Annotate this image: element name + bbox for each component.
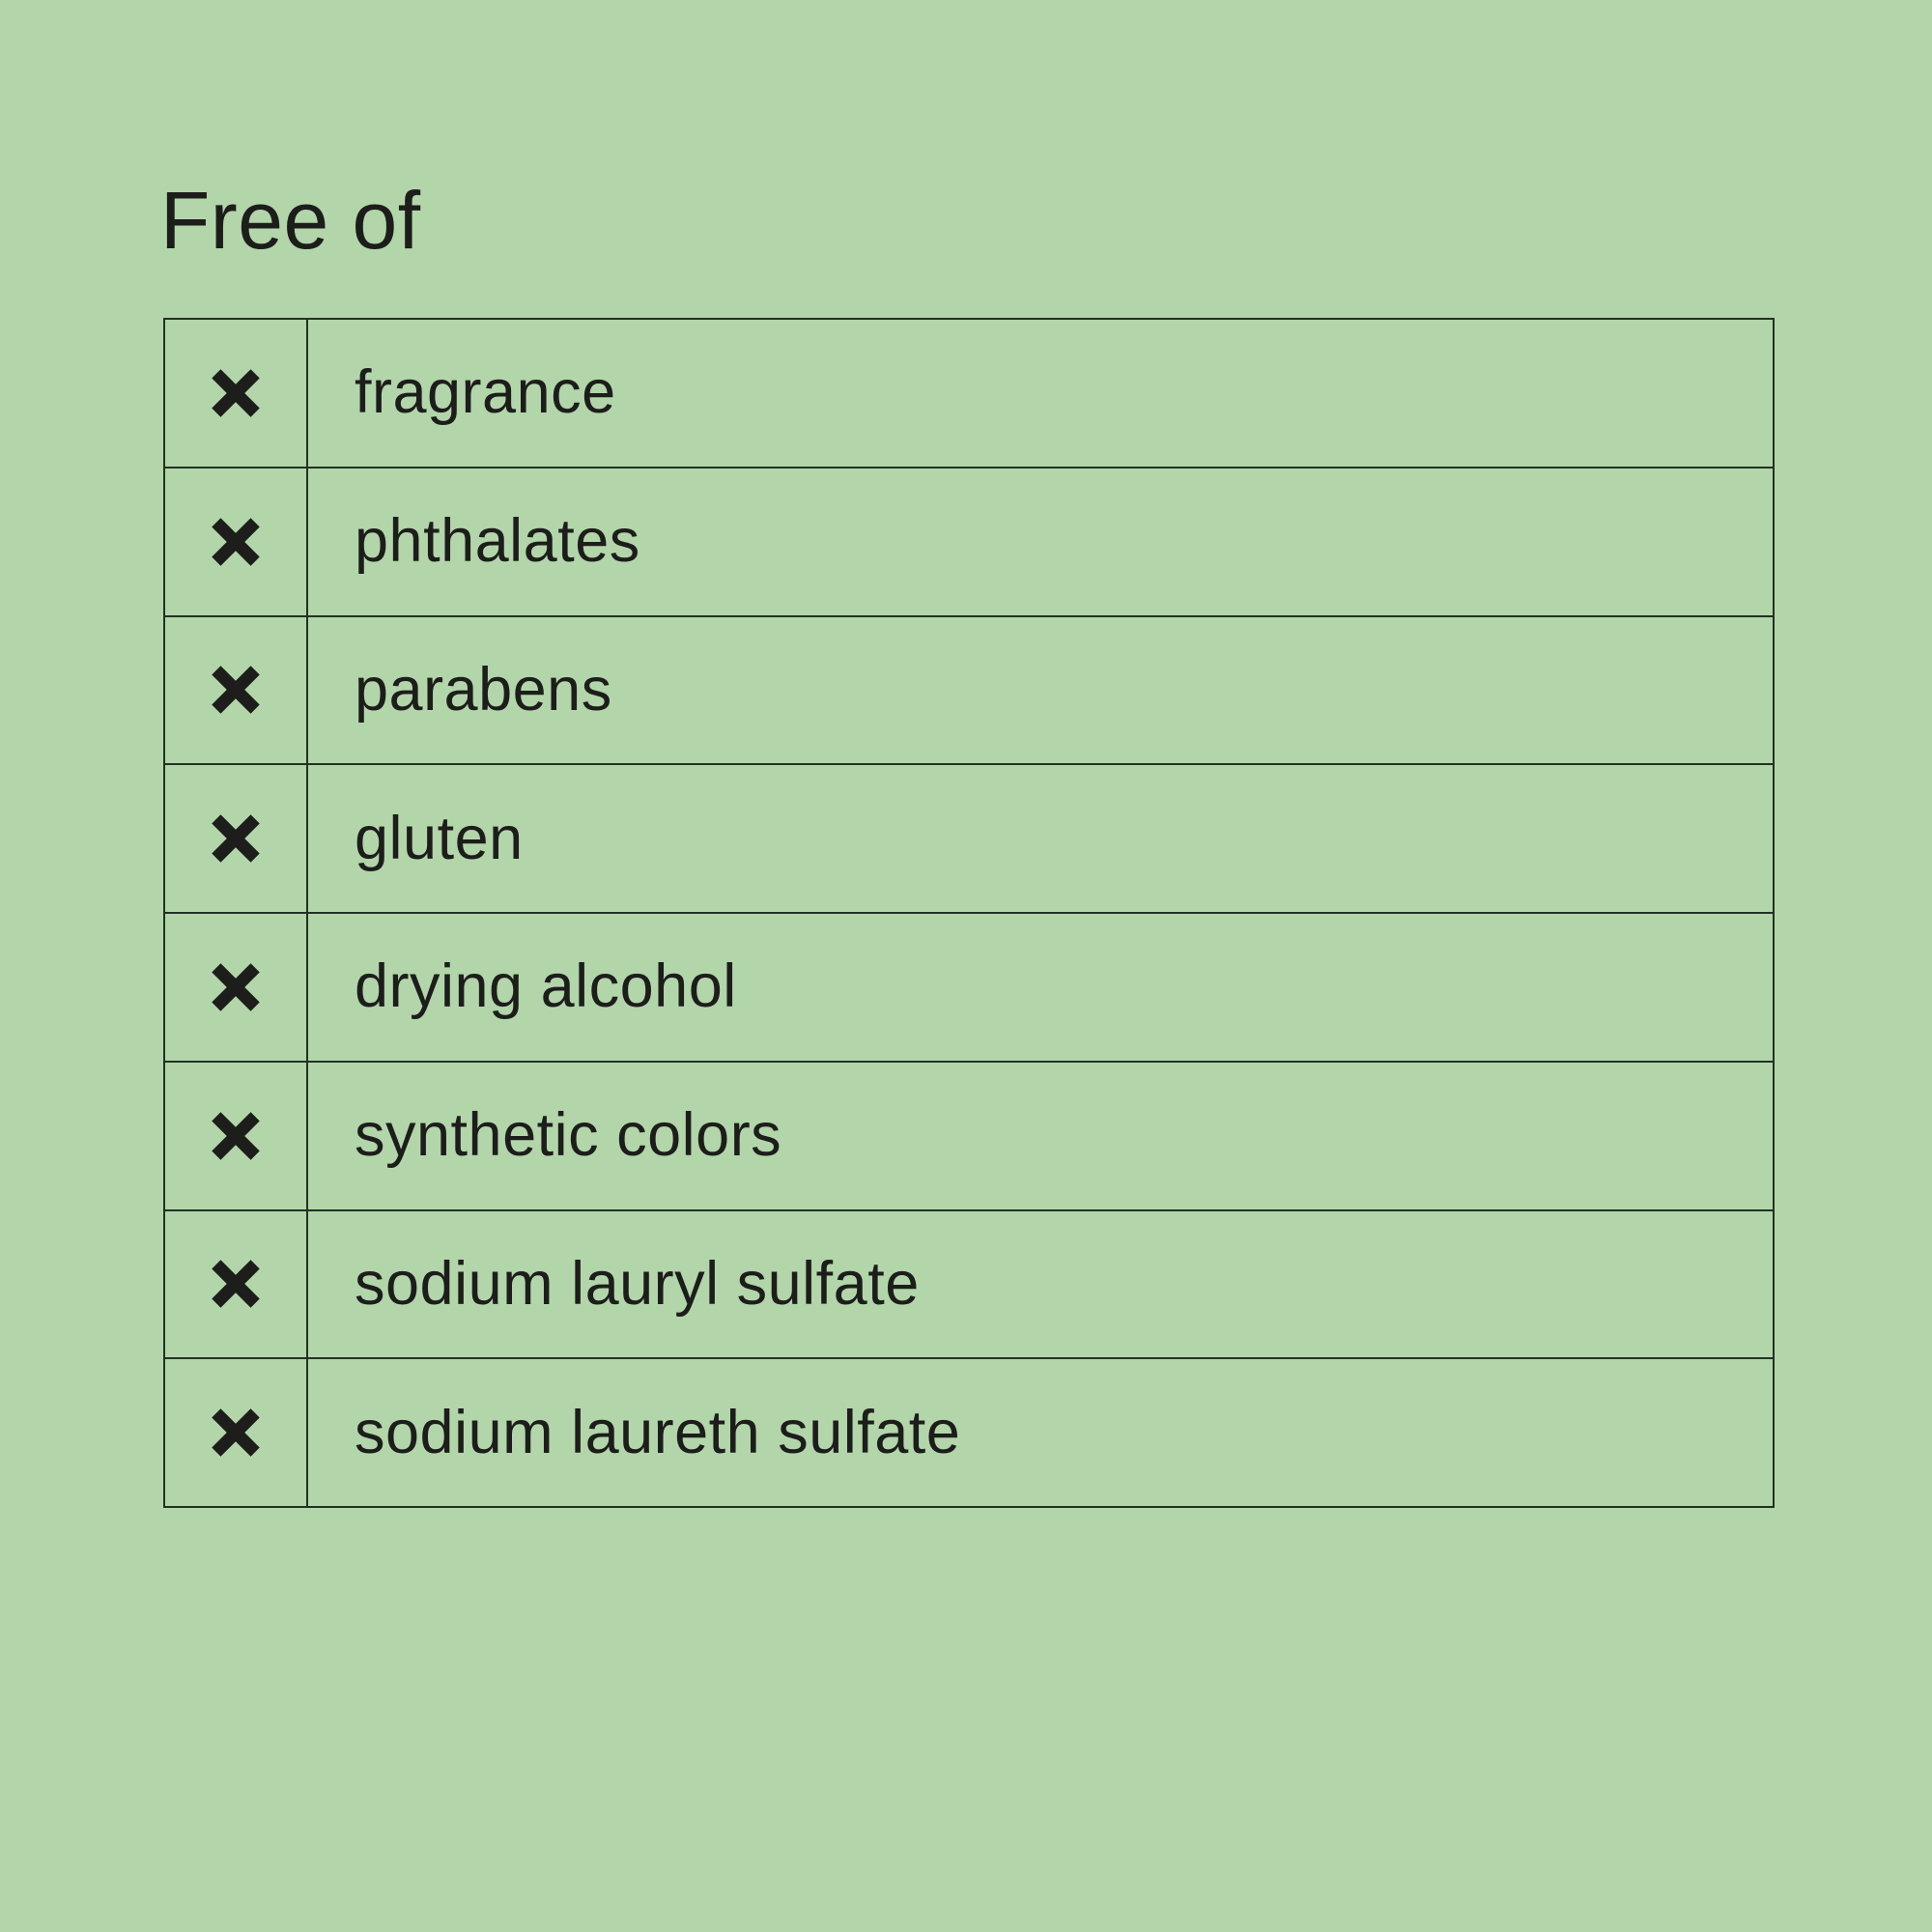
- ingredient-label: gluten: [355, 804, 524, 872]
- table-row: [165, 320, 1773, 467]
- x-mark-cell: [165, 1359, 308, 1506]
- table-row: [165, 1209, 1773, 1358]
- table-row: [165, 615, 1773, 764]
- x-mark-icon: [213, 519, 259, 565]
- table-row: [165, 1061, 1773, 1209]
- x-mark-cell: [165, 1211, 308, 1358]
- ingredient-label: drying alcohol: [355, 952, 737, 1021]
- x-mark-icon: [213, 1113, 259, 1159]
- table-row: [165, 467, 1773, 615]
- x-mark-cell: [165, 617, 308, 764]
- x-mark-icon: [213, 370, 259, 416]
- x-mark-icon: [213, 815, 259, 862]
- ingredient-label: parabens: [355, 655, 612, 724]
- ingredient-label: sodium lauryl sulfate: [355, 1249, 920, 1318]
- x-mark-icon: [213, 964, 259, 1010]
- ingredient-label: fragrance: [355, 358, 616, 427]
- page-title: Free of: [160, 175, 421, 266]
- free-of-table: [163, 318, 1775, 1508]
- x-mark-cell: [165, 914, 308, 1061]
- x-mark-icon: [213, 1261, 259, 1307]
- ingredient-label: phthalates: [355, 507, 640, 576]
- table-row: [165, 912, 1773, 1061]
- x-mark-icon: [213, 1409, 259, 1456]
- x-mark-cell: [165, 1063, 308, 1209]
- table-row: [165, 1357, 1773, 1506]
- table-row: [165, 763, 1773, 912]
- x-mark-cell: [165, 469, 308, 615]
- ingredient-label: sodium laureth sulfate: [355, 1398, 961, 1466]
- x-mark-icon: [213, 667, 259, 713]
- x-mark-cell: [165, 320, 308, 467]
- ingredient-label: synthetic colors: [355, 1101, 782, 1170]
- x-mark-cell: [165, 765, 308, 912]
